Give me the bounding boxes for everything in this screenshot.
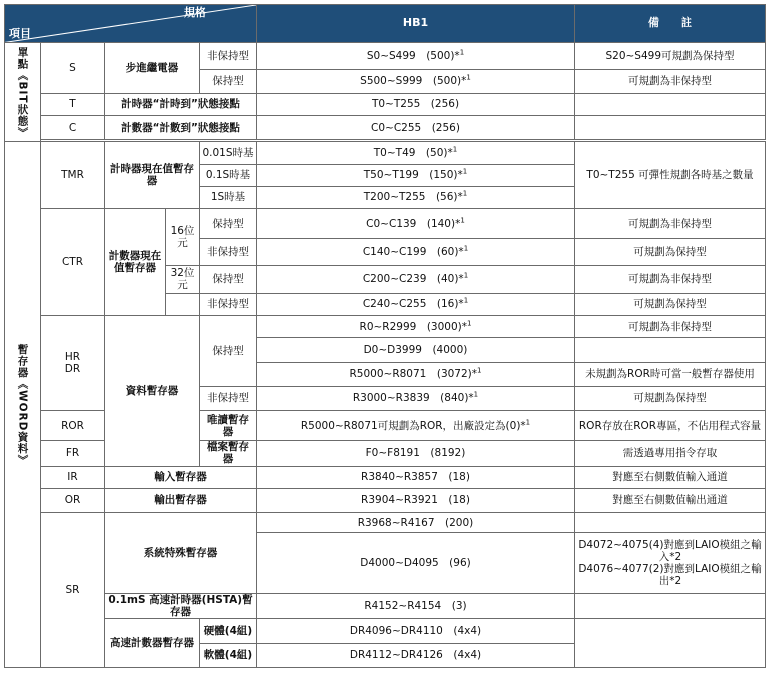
item-or: OR [41,488,105,512]
item-ror: ROR [41,411,105,441]
val-tmr-1: T0~T49 (50)*$^1$ [257,142,575,164]
sub-sr-hw: 硬體(4組) [200,619,257,643]
val-sr-4: DR4096~DR4110 (4x4) [257,619,575,643]
sub-tmr-001: 0.01S時基 [200,142,257,164]
item-header-label: 項目 [9,26,31,40]
note-sr-2a: D4072~4075(4)對應到LAIO模組之輸入*2 [578,539,762,564]
note-ctr-3: 可規劃為非保持型 [575,265,766,293]
val-data-1: R0~R2999 (3000)*$^1$ [257,316,575,338]
val-s-2: S500~S999 (500)*$^1$ [257,69,575,93]
hb1-header: HB1 [257,5,575,43]
note-fr: 需透過專用指令存取 [575,441,766,466]
note-sr-2 [575,533,766,594]
val-ir: R3840~R3857 (18) [257,466,575,488]
corner-diagonal-line [5,5,256,42]
note-data-2 [575,338,766,362]
val-data-2: D0~D3999 (4000) [257,338,575,362]
item-s: S [41,43,105,94]
sub-ctr-4: 非保持型 [200,293,257,315]
note-tmr: T0~T255 可彈性規劃各時基之數量 [575,142,766,209]
val-c: C0~C255 (256) [257,116,575,140]
val-t: T0~T255 (256) [257,93,575,115]
val-ctr-4: C240~C255 (16)*$^1$ [257,293,575,315]
desc-c: 計數器“計數到”狀態接點 [105,116,257,140]
val-sr-3: R4152~R4154 (3) [257,593,575,618]
group-bit: 單點《BIT狀態》 [5,43,41,142]
item-tmr: TMR [41,142,105,209]
desc-ctr: 計數器現在值暫存器 [105,209,166,316]
sub-ror: 唯讀暫存器 [200,411,257,441]
sub-sr-sw: 軟體(4組) [200,643,257,667]
note-ir: 對應至右側數值輸入通道 [575,466,766,488]
val-data-4: R3000~R3839 (840)*$^1$ [257,386,575,410]
note-sr-1 [575,513,766,533]
note-ror: ROR存放在ROR專區，不佔用程式容量 [575,411,766,441]
note-sr-4 [575,619,766,668]
val-ctr-1: C0~C139 (140)*$^1$ [257,209,575,239]
note-ctr-2: 可規劃為保持型 [575,239,766,265]
note-t [575,93,766,115]
val-data-3: R5000~R8071 (3072)*$^1$ [257,362,575,386]
note-data-4: 可規劃為保持型 [575,386,766,410]
item-hr-dr: HR DR [41,316,105,411]
sub-ctr-3: 保持型 [200,265,257,293]
note-ctr-1: 可規劃為非保持型 [575,209,766,239]
bit32-label: 32位元 [166,265,200,293]
item-ctr: CTR [41,209,105,316]
note-data-3: 未規劃為ROR時可當一般暫存器使用 [575,362,766,386]
desc-sr-sys: 系統特殊暫存器 [105,513,257,594]
item-sr: SR [41,513,105,668]
sub-s-nonkeep: 非保持型 [200,43,257,69]
item-ir: IR [41,466,105,488]
val-tmr-2: T50~T199 (150)*$^1$ [257,164,575,186]
val-fr: F0~F8191 (8192) [257,441,575,466]
note-data-1: 可規劃為非保持型 [575,316,766,338]
desc-tmr: 計時器現在值暫存器 [105,142,200,209]
note-or: 對應至右側數值輸出通道 [575,488,766,512]
sub-data-keep: 保持型 [200,316,257,387]
val-ctr-3: C200~C239 (40)*$^1$ [257,265,575,293]
item-t: T [41,93,105,115]
desc-t: 計時器“計時到”狀態接點 [105,93,257,115]
bit16-label: 16位元 [166,209,200,266]
note-c [575,116,766,140]
val-sr-2: D4000~D4095 (96) [257,533,575,594]
sub-ctr-2: 非保持型 [200,239,257,265]
sub-tmr-01: 0.1S時基 [200,164,257,186]
desc-data: 資料暫存器 [105,316,200,467]
val-sr-5: DR4112~DR4126 (4x4) [257,643,575,667]
note-ctr-4: 可規劃為保持型 [575,293,766,315]
bit32-blank [166,293,200,315]
note-s-1: S20~S499可規劃為保持型 [575,43,766,69]
group-word: 暫存器《WORD資料》 [5,142,41,668]
spec-table [4,4,766,668]
val-or: R3904~R3921 (18) [257,488,575,512]
desc-ir: 輸入暫存器 [105,466,257,488]
note-sr-3 [575,593,766,618]
sub-s-keep: 保持型 [200,69,257,93]
val-ctr-2: C140~C199 (60)*$^1$ [257,239,575,265]
item-fr: FR [41,441,105,466]
note-header: 備 註 [575,5,766,43]
val-tmr-3: T200~T255 (56)*$^1$ [257,186,575,208]
sub-data-nonkeep: 非保持型 [200,386,257,410]
item-c: C [41,116,105,140]
sub-tmr-1: 1S時基 [200,186,257,208]
sub-ctr-1: 保持型 [200,209,257,239]
note-sr-2b: D4076~4077(2)對應到LAIO模組之輸出*2 [578,563,762,588]
val-sr-1: R3968~R4167 (200) [257,513,575,533]
spec-header-label: 規格 [184,6,206,19]
desc-or: 輸出暫存器 [105,488,257,512]
note-s-2: 可規劃為非保持型 [575,69,766,93]
desc-sr-hsc: 高速計數器暫存器 [105,619,200,668]
val-s-1: S0~S499 (500)*$^1$ [257,43,575,69]
desc-sr-hsta: 0.1mS 高速計時器(HSTA)暫存器 [105,593,257,618]
sub-fr: 檔案暫存器 [200,441,257,466]
corner-header-cell [5,5,257,43]
val-ror: R5000~R8071可規劃為ROR，出廠設定為(0)*$^1$ [257,411,575,441]
desc-s: 步進繼電器 [105,43,200,94]
